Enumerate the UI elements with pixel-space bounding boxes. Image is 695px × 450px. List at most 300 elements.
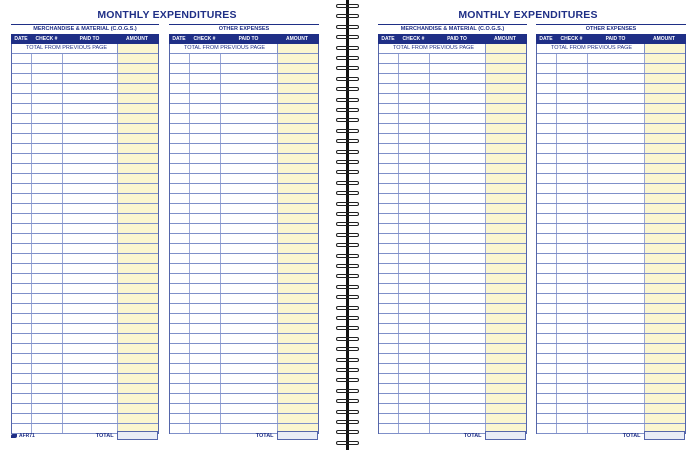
amount-cell[interactable] [278,64,318,73]
check-number-cell[interactable] [190,134,221,143]
paid-to-cell[interactable] [63,204,118,213]
amount-cell[interactable] [486,194,526,203]
paid-to-cell[interactable] [221,414,278,423]
date-cell[interactable] [379,184,399,193]
paid-to-cell[interactable] [63,224,118,233]
check-number-cell[interactable] [190,364,221,373]
date-cell[interactable] [537,344,557,353]
amount-cell[interactable] [645,294,685,303]
amount-cell[interactable] [486,324,526,333]
amount-cell[interactable] [118,154,158,163]
check-number-cell[interactable] [399,384,430,393]
paid-to-cell[interactable] [63,314,118,323]
amount-cell[interactable] [278,144,318,153]
paid-to-cell[interactable] [588,84,645,93]
check-number-cell[interactable] [32,284,63,293]
amount-cell[interactable] [645,224,685,233]
date-cell[interactable] [12,264,32,273]
amount-cell[interactable] [486,134,526,143]
date-cell[interactable] [170,264,190,273]
paid-to-cell[interactable] [63,394,118,403]
date-cell[interactable] [537,164,557,173]
check-number-cell[interactable] [557,94,588,103]
paid-to-cell[interactable] [63,234,118,243]
date-cell[interactable] [170,214,190,223]
check-number-cell[interactable] [557,414,588,423]
paid-to-cell[interactable] [588,164,645,173]
date-cell[interactable] [12,184,32,193]
paid-to-cell[interactable] [221,54,278,63]
date-cell[interactable] [379,344,399,353]
date-cell[interactable] [12,124,32,133]
paid-to-cell[interactable] [221,334,278,343]
date-cell[interactable] [379,354,399,363]
date-cell[interactable] [170,244,190,253]
amount-cell[interactable] [486,304,526,313]
date-cell[interactable] [12,304,32,313]
amount-cell[interactable] [278,394,318,403]
date-cell[interactable] [379,374,399,383]
check-number-cell[interactable] [32,314,63,323]
date-cell[interactable] [12,374,32,383]
date-cell[interactable] [537,264,557,273]
amount-cell[interactable] [486,224,526,233]
paid-to-cell[interactable] [430,194,486,203]
check-number-cell[interactable] [32,154,63,163]
amount-cell[interactable] [645,354,685,363]
paid-to-cell[interactable] [430,124,486,133]
date-cell[interactable] [170,204,190,213]
paid-to-cell[interactable] [588,414,645,423]
date-cell[interactable] [379,284,399,293]
check-number-cell[interactable] [32,194,63,203]
check-number-cell[interactable] [399,144,430,153]
paid-to-cell[interactable] [588,204,645,213]
check-number-cell[interactable] [32,344,63,353]
paid-to-cell[interactable] [430,74,486,83]
amount-cell[interactable] [645,374,685,383]
amount-cell[interactable] [645,214,685,223]
check-number-cell[interactable] [399,254,430,263]
paid-to-cell[interactable] [588,374,645,383]
amount-cell[interactable] [278,414,318,423]
check-number-cell[interactable] [32,234,63,243]
date-cell[interactable] [170,84,190,93]
paid-to-cell[interactable] [588,324,645,333]
date-cell[interactable] [170,404,190,413]
amount-cell[interactable] [118,124,158,133]
check-number-cell[interactable] [557,184,588,193]
amount-cell[interactable] [645,144,685,153]
date-cell[interactable] [12,274,32,283]
date-cell[interactable] [170,354,190,363]
paid-to-cell[interactable] [588,64,645,73]
amount-cell[interactable] [118,184,158,193]
date-cell[interactable] [12,224,32,233]
amount-cell[interactable] [118,214,158,223]
date-cell[interactable] [170,94,190,103]
check-number-cell[interactable] [190,204,221,213]
paid-to-cell[interactable] [430,234,486,243]
amount-cell[interactable] [645,394,685,403]
paid-to-cell[interactable] [63,354,118,363]
check-number-cell[interactable] [190,84,221,93]
check-number-cell[interactable] [399,104,430,113]
check-number-cell[interactable] [399,114,430,123]
paid-to-cell[interactable] [63,104,118,113]
paid-to-cell[interactable] [430,154,486,163]
paid-to-cell[interactable] [221,214,278,223]
amount-cell[interactable] [118,274,158,283]
amount-cell[interactable] [118,284,158,293]
check-number-cell[interactable] [557,274,588,283]
check-number-cell[interactable] [399,134,430,143]
previous-page-total-row[interactable] [379,44,526,54]
check-number-cell[interactable] [32,174,63,183]
date-cell[interactable] [170,344,190,353]
check-number-cell[interactable] [557,144,588,153]
check-number-cell[interactable] [190,194,221,203]
paid-to-cell[interactable] [588,94,645,103]
paid-to-cell[interactable] [221,354,278,363]
amount-cell[interactable] [118,314,158,323]
amount-cell[interactable] [278,184,318,193]
amount-cell[interactable] [645,54,685,63]
total-amount-cell[interactable] [277,431,318,440]
date-cell[interactable] [170,324,190,333]
amount-cell[interactable] [278,204,318,213]
previous-page-amount-cell[interactable] [277,44,318,53]
check-number-cell[interactable] [399,304,430,313]
date-cell[interactable] [12,144,32,153]
check-number-cell[interactable] [399,214,430,223]
check-number-cell[interactable] [190,144,221,153]
date-cell[interactable] [379,414,399,423]
date-cell[interactable] [170,274,190,283]
date-cell[interactable] [170,104,190,113]
check-number-cell[interactable] [399,204,430,213]
paid-to-cell[interactable] [430,414,486,423]
check-number-cell[interactable] [190,54,221,63]
check-number-cell[interactable] [557,284,588,293]
amount-cell[interactable] [118,294,158,303]
date-cell[interactable] [537,194,557,203]
amount-cell[interactable] [486,384,526,393]
amount-cell[interactable] [486,284,526,293]
paid-to-cell[interactable] [63,194,118,203]
check-number-cell[interactable] [399,124,430,133]
previous-page-total-row[interactable] [12,44,158,54]
check-number-cell[interactable] [399,84,430,93]
amount-cell[interactable] [645,114,685,123]
amount-cell[interactable] [118,354,158,363]
check-number-cell[interactable] [32,214,63,223]
date-cell[interactable] [12,114,32,123]
check-number-cell[interactable] [32,204,63,213]
check-number-cell[interactable] [32,124,63,133]
amount-cell[interactable] [645,174,685,183]
amount-cell[interactable] [278,284,318,293]
check-number-cell[interactable] [32,384,63,393]
date-cell[interactable] [379,204,399,213]
amount-cell[interactable] [118,324,158,333]
check-number-cell[interactable] [32,264,63,273]
amount-cell[interactable] [645,184,685,193]
check-number-cell[interactable] [399,174,430,183]
date-cell[interactable] [537,134,557,143]
check-number-cell[interactable] [557,404,588,413]
check-number-cell[interactable] [399,364,430,373]
check-number-cell[interactable] [32,94,63,103]
check-number-cell[interactable] [190,314,221,323]
date-cell[interactable] [537,354,557,363]
date-cell[interactable] [537,214,557,223]
date-cell[interactable] [379,224,399,233]
date-cell[interactable] [537,64,557,73]
date-cell[interactable] [379,114,399,123]
paid-to-cell[interactable] [63,54,118,63]
amount-cell[interactable] [486,74,526,83]
date-cell[interactable] [12,194,32,203]
check-number-cell[interactable] [557,224,588,233]
date-cell[interactable] [170,334,190,343]
date-cell[interactable] [12,154,32,163]
amount-cell[interactable] [486,274,526,283]
check-number-cell[interactable] [190,154,221,163]
amount-cell[interactable] [118,244,158,253]
paid-to-cell[interactable] [221,74,278,83]
date-cell[interactable] [12,234,32,243]
date-cell[interactable] [537,324,557,333]
amount-cell[interactable] [278,344,318,353]
check-number-cell[interactable] [557,364,588,373]
date-cell[interactable] [12,344,32,353]
paid-to-cell[interactable] [221,194,278,203]
paid-to-cell[interactable] [588,344,645,353]
check-number-cell[interactable] [557,174,588,183]
check-number-cell[interactable] [32,84,63,93]
paid-to-cell[interactable] [430,224,486,233]
check-number-cell[interactable] [190,384,221,393]
amount-cell[interactable] [645,154,685,163]
amount-cell[interactable] [118,304,158,313]
amount-cell[interactable] [278,354,318,363]
amount-cell[interactable] [486,144,526,153]
amount-cell[interactable] [645,344,685,353]
paid-to-cell[interactable] [63,244,118,253]
check-number-cell[interactable] [399,344,430,353]
paid-to-cell[interactable] [430,214,486,223]
check-number-cell[interactable] [399,284,430,293]
paid-to-cell[interactable] [63,124,118,133]
amount-cell[interactable] [486,124,526,133]
check-number-cell[interactable] [557,324,588,333]
check-number-cell[interactable] [32,374,63,383]
check-number-cell[interactable] [32,74,63,83]
check-number-cell[interactable] [557,384,588,393]
check-number-cell[interactable] [32,324,63,333]
paid-to-cell[interactable] [430,404,486,413]
amount-cell[interactable] [645,304,685,313]
amount-cell[interactable] [278,134,318,143]
amount-cell[interactable] [118,254,158,263]
amount-cell[interactable] [486,294,526,303]
amount-cell[interactable] [118,344,158,353]
date-cell[interactable] [12,334,32,343]
paid-to-cell[interactable] [430,364,486,373]
paid-to-cell[interactable] [588,384,645,393]
date-cell[interactable] [170,224,190,233]
date-cell[interactable] [12,364,32,373]
date-cell[interactable] [379,134,399,143]
check-number-cell[interactable] [32,64,63,73]
date-cell[interactable] [170,314,190,323]
amount-cell[interactable] [645,164,685,173]
date-cell[interactable] [12,414,32,423]
check-number-cell[interactable] [190,234,221,243]
amount-cell[interactable] [278,294,318,303]
check-number-cell[interactable] [399,324,430,333]
date-cell[interactable] [379,194,399,203]
check-number-cell[interactable] [399,194,430,203]
paid-to-cell[interactable] [221,84,278,93]
date-cell[interactable] [170,54,190,63]
amount-cell[interactable] [118,404,158,413]
paid-to-cell[interactable] [221,224,278,233]
amount-cell[interactable] [278,114,318,123]
check-number-cell[interactable] [190,374,221,383]
amount-cell[interactable] [486,104,526,113]
amount-cell[interactable] [118,384,158,393]
paid-to-cell[interactable] [588,364,645,373]
date-cell[interactable] [12,174,32,183]
paid-to-cell[interactable] [221,374,278,383]
check-number-cell[interactable] [399,244,430,253]
amount-cell[interactable] [486,254,526,263]
date-cell[interactable] [537,374,557,383]
paid-to-cell[interactable] [63,384,118,393]
check-number-cell[interactable] [557,314,588,323]
paid-to-cell[interactable] [63,154,118,163]
date-cell[interactable] [537,274,557,283]
check-number-cell[interactable] [32,354,63,363]
check-number-cell[interactable] [557,154,588,163]
check-number-cell[interactable] [399,264,430,273]
check-number-cell[interactable] [190,274,221,283]
date-cell[interactable] [170,194,190,203]
check-number-cell[interactable] [32,54,63,63]
paid-to-cell[interactable] [221,324,278,333]
date-cell[interactable] [379,364,399,373]
amount-cell[interactable] [118,104,158,113]
paid-to-cell[interactable] [63,414,118,423]
paid-to-cell[interactable] [63,114,118,123]
date-cell[interactable] [379,244,399,253]
date-cell[interactable] [537,84,557,93]
check-number-cell[interactable] [190,94,221,103]
date-cell[interactable] [379,384,399,393]
paid-to-cell[interactable] [221,314,278,323]
amount-cell[interactable] [278,154,318,163]
date-cell[interactable] [379,234,399,243]
paid-to-cell[interactable] [63,214,118,223]
total-amount-cell[interactable] [644,431,685,440]
date-cell[interactable] [379,54,399,63]
paid-to-cell[interactable] [588,404,645,413]
paid-to-cell[interactable] [221,94,278,103]
date-cell[interactable] [170,304,190,313]
check-number-cell[interactable] [190,304,221,313]
date-cell[interactable] [12,84,32,93]
date-cell[interactable] [12,244,32,253]
amount-cell[interactable] [645,244,685,253]
date-cell[interactable] [170,184,190,193]
check-number-cell[interactable] [557,344,588,353]
check-number-cell[interactable] [190,324,221,333]
amount-cell[interactable] [278,194,318,203]
date-cell[interactable] [537,404,557,413]
paid-to-cell[interactable] [588,74,645,83]
check-number-cell[interactable] [32,404,63,413]
date-cell[interactable] [12,394,32,403]
date-cell[interactable] [170,394,190,403]
date-cell[interactable] [170,364,190,373]
date-cell[interactable] [170,414,190,423]
amount-cell[interactable] [278,124,318,133]
date-cell[interactable] [12,354,32,363]
amount-cell[interactable] [645,264,685,273]
total-amount-cell[interactable] [485,431,526,440]
date-cell[interactable] [12,134,32,143]
check-number-cell[interactable] [190,414,221,423]
check-number-cell[interactable] [399,404,430,413]
amount-cell[interactable] [486,64,526,73]
date-cell[interactable] [170,134,190,143]
date-cell[interactable] [379,104,399,113]
paid-to-cell[interactable] [221,304,278,313]
paid-to-cell[interactable] [588,314,645,323]
check-number-cell[interactable] [32,224,63,233]
amount-cell[interactable] [486,214,526,223]
date-cell[interactable] [537,394,557,403]
date-cell[interactable] [379,264,399,273]
check-number-cell[interactable] [557,134,588,143]
date-cell[interactable] [170,384,190,393]
previous-page-total-row[interactable] [537,44,685,54]
paid-to-cell[interactable] [221,164,278,173]
amount-cell[interactable] [118,264,158,273]
date-cell[interactable] [170,124,190,133]
check-number-cell[interactable] [32,394,63,403]
check-number-cell[interactable] [190,404,221,413]
paid-to-cell[interactable] [221,284,278,293]
check-number-cell[interactable] [190,114,221,123]
date-cell[interactable] [379,214,399,223]
date-cell[interactable] [537,124,557,133]
paid-to-cell[interactable] [430,354,486,363]
amount-cell[interactable] [118,334,158,343]
check-number-cell[interactable] [399,414,430,423]
check-number-cell[interactable] [190,164,221,173]
paid-to-cell[interactable] [221,234,278,243]
amount-cell[interactable] [278,374,318,383]
amount-cell[interactable] [118,144,158,153]
amount-cell[interactable] [118,134,158,143]
amount-cell[interactable] [118,174,158,183]
check-number-cell[interactable] [399,224,430,233]
paid-to-cell[interactable] [588,134,645,143]
check-number-cell[interactable] [399,54,430,63]
